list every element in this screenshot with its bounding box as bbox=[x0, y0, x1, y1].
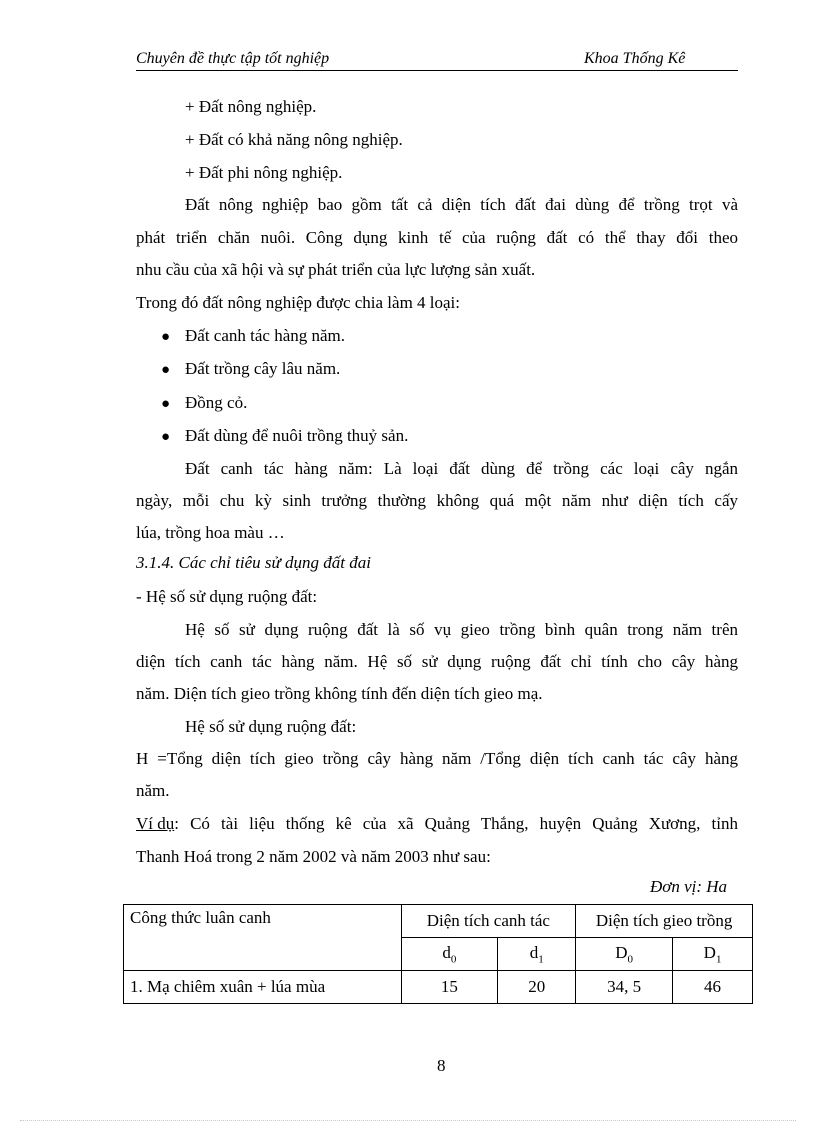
header-right: Khoa Thống Kê bbox=[584, 50, 686, 67]
paragraph-2-line-2: ngày, mỗi chu kỳ sinh trưởng thường không quá một năm như diện tích cấy bbox=[136, 491, 738, 510]
bullet-dot: ● bbox=[161, 429, 171, 445]
bullet-item-2: Đất trồng cây lâu năm. bbox=[185, 359, 341, 378]
example-line-2: Thanh Hoá trong 2 năm 2002 và năm 2003 như sau: bbox=[136, 847, 491, 866]
cell-D0: 34, 5 bbox=[576, 971, 673, 1004]
subheading: - Hệ số sử dụng ruộng đất: bbox=[136, 587, 318, 606]
list-item-3: + Đất phi nông nghiệp. bbox=[185, 163, 343, 182]
example-text: : Có tài liệu thống kê của xã Quảng Thắng, huyện Quảng Xương, tỉnh bbox=[174, 814, 738, 833]
formula-line-1: H =Tổng diện tích gieo trồng cây hàng năm /Tổng diện tích canh tác cây hàng bbox=[136, 749, 738, 768]
paragraph-3-line-1: Hệ số sử dụng ruộng đất là số vụ gieo trồng bình quân trong năm trên bbox=[185, 620, 738, 639]
list-item-2: + Đất có khả năng nông nghiệp. bbox=[185, 130, 403, 149]
paragraph-3-line-2: diện tích canh tác hàng năm. Hệ số sử dụng ruộng đất chỉ tính cho cây hàng bbox=[136, 652, 738, 671]
page-header bbox=[136, 48, 738, 71]
bullet-dot: ● bbox=[161, 396, 171, 412]
formula-label: Hệ số sử dụng ruộng đất: bbox=[185, 717, 357, 736]
header-area: Diện tích canh tác bbox=[401, 905, 576, 938]
header-sown: Diện tích gieo trồng bbox=[576, 905, 753, 938]
bullet-dot: ● bbox=[161, 362, 171, 378]
formula-line-2: năm. bbox=[136, 781, 170, 800]
example-line-1 bbox=[136, 813, 738, 835]
table-row bbox=[124, 971, 753, 1004]
bullet-item-4: Đất dùng để nuôi trồng thuỷ sản. bbox=[185, 426, 409, 445]
section-heading: 3.1.4. Các chỉ tiêu sử dụng đất đai bbox=[136, 553, 371, 572]
header-D1: $D_1$ bbox=[673, 938, 753, 971]
paragraph-2-line-1: Đất canh tác hàng năm: Là loại đất dùng để trồng các loại cây ngắn bbox=[185, 459, 738, 478]
bullet-item-3: Đồng cỏ. bbox=[185, 393, 248, 412]
page-bottom-divider bbox=[20, 1120, 796, 1121]
cell-D1: 46 bbox=[673, 971, 753, 1004]
paragraph-1-line-2: phát triển chăn nuôi. Công dụng kinh tế của ruộng đất có thể thay đổi theo bbox=[136, 228, 738, 247]
cell-name: 1. Mạ chiêm xuân + lúa mùa bbox=[124, 971, 402, 1004]
paragraph-3-line-3: năm. Diện tích gieo trồng không tính đến diện tích gieo mạ. bbox=[136, 684, 543, 703]
header-left: Chuyên đề thực tập tốt nghiệp bbox=[136, 50, 330, 67]
list-item-1: + Đất nông nghiệp. bbox=[185, 97, 317, 116]
data-table bbox=[123, 904, 753, 1004]
paragraph-2-line-3: lúa, trồng hoa màu … bbox=[136, 523, 285, 542]
paragraph-1-line-1: Đất nông nghiệp bao gồm tất cả diện tích đất đai dùng để trồng trọt và bbox=[185, 195, 738, 214]
header-d0: $d_0$ bbox=[401, 938, 498, 971]
bullet-item-1: Đất canh tác hàng năm. bbox=[185, 326, 346, 345]
bullet-dot: ● bbox=[161, 329, 171, 345]
example-label: Ví dụ bbox=[136, 814, 175, 833]
header-formula: Công thức luân canh bbox=[124, 905, 402, 971]
table-header-row bbox=[124, 905, 753, 938]
header-d1: $d_1$ bbox=[498, 938, 576, 971]
unit-label: Đơn vị: Ha bbox=[650, 877, 728, 896]
cell-d0: 15 bbox=[401, 971, 498, 1004]
cell-d1: 20 bbox=[498, 971, 576, 1004]
header-D0: $D_0$ bbox=[576, 938, 673, 971]
paragraph-1-line-3: nhu cầu của xã hội và sự phát triển của lực lượng sản xuất. bbox=[136, 260, 536, 279]
page-number: 8 bbox=[437, 1056, 446, 1075]
types-intro: Trong đó đất nông nghiệp được chia làm 4 loại: bbox=[136, 293, 461, 312]
